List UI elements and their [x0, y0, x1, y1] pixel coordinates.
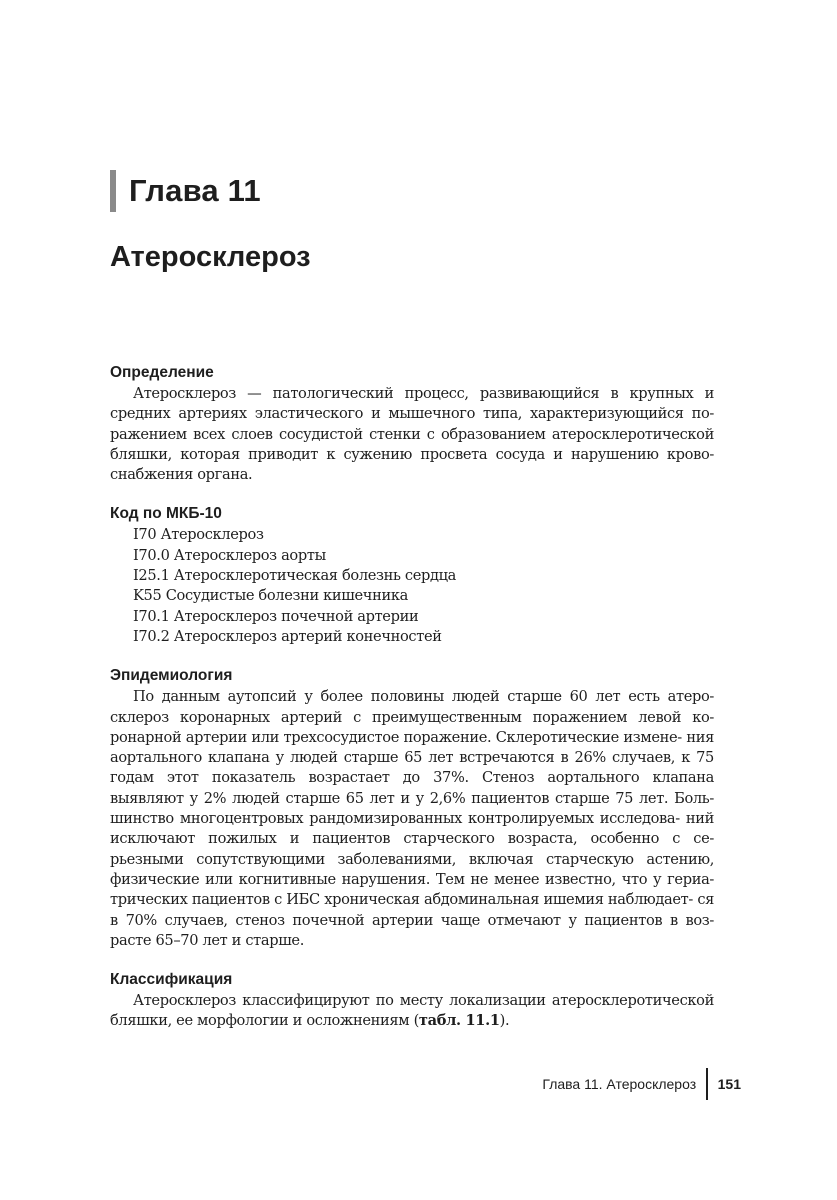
table-reference: табл. 11.1	[418, 1012, 500, 1030]
text-line: и средних артериях эластического и мышечного типа, характеризующийся по-	[110, 385, 714, 423]
text-line: рьезными сопутствующими заболеваниями, включая старческую астению,	[110, 850, 714, 868]
text-line: Атеросклероз — патологический процесс, развивающийся в крупных	[133, 385, 694, 402]
text-line: к 75 годам этот показатель возрастает до 37%. Стеноз аортального клапана	[110, 749, 714, 787]
text-line: выявляют у 2% людей старше 65 лет и у 2,6% пациентов старше 75 лет. Боль-	[110, 789, 714, 807]
section-epidemiology	[110, 665, 714, 951]
chapter-header	[110, 170, 261, 212]
page-number: 151	[717, 1076, 741, 1092]
text-line-end: ).	[499, 1012, 510, 1030]
epidemiology-text	[110, 687, 714, 951]
section-heading: Определение	[110, 364, 214, 381]
text-line: склероз коронарных артерий с преимущественным поражением левой ко-	[110, 708, 714, 726]
text-line: ния аортального клапана у людей старше 65 лет встречаются в 26% случаев,	[110, 728, 714, 767]
icd-code-item: I70.2 Атеросклероз артерий конечностей	[133, 627, 442, 645]
text-line: ся в 70% случаев, стеноз почечной артерии чаще отмечают у пациентов в воз-	[110, 891, 714, 929]
text-line: расте 65–70 лет и старше.	[110, 931, 305, 949]
icd-code-list	[110, 525, 714, 647]
chapter-title: Атеросклероз	[110, 241, 311, 273]
section-definition	[110, 362, 714, 485]
chapter-body	[110, 362, 714, 1032]
section-classification	[110, 969, 714, 1032]
text-line: физические или когнитивные нарушения. Тем не менее известно, что у гериа-	[110, 870, 714, 888]
text-line: ражением всех слоев сосудистой стенки с образованием атеросклеротической	[110, 425, 714, 443]
icd-code-item: I25.1 Атеросклеротическая болезнь сердца	[133, 567, 457, 585]
text-line: шинство многоцентровых рандомизированных контролируемых исследова-	[110, 810, 680, 828]
text-line: ний исключают пожилых и пациентов старческого возраста, особенно с се-	[110, 810, 714, 848]
text-line: По данным аутопсий у более половины людей старше 60 лет есть атеро-	[133, 688, 714, 706]
chapter-label: Глава 11	[129, 173, 261, 208]
icd-code-item: I70.1 Атеросклероз почечной артерии	[133, 607, 419, 625]
text-line: Атеросклероз классифицируют по месту локализации атеросклеротической	[133, 992, 714, 1010]
text-line: бляшки, ее морфологии и осложнениям (	[110, 1012, 419, 1030]
section-heading: Код по МКБ-10	[110, 505, 222, 523]
definition-text	[110, 384, 714, 485]
text-line: бляшки, которая приводит к сужению просвета сосуда и нарушению крово-	[110, 445, 714, 463]
text-line: снабжения органа.	[110, 466, 253, 484]
footer-divider	[706, 1068, 708, 1100]
icd-code-item: K55 Сосудистые болезни кишечника	[133, 587, 408, 605]
icd-code-item: I70 Атеросклероз	[133, 526, 264, 544]
page-footer	[542, 1068, 741, 1100]
section-heading: Эпидемиология	[110, 667, 233, 685]
chapter-marker-bar	[110, 170, 116, 212]
section-heading: Классификация	[110, 971, 233, 989]
running-head: Глава 11. Атеросклероз	[542, 1076, 697, 1092]
icd-code-item: I70.0 Атеросклероз аорты	[133, 546, 326, 564]
text-line: трических пациентов с ИБС хроническая абдоминальная ишемия наблюдает-	[110, 891, 693, 909]
classification-text	[110, 991, 714, 1032]
section-icd	[110, 503, 714, 647]
text-line: ронарной артерии или трехсосудистое поражение. Склеротические измене-	[110, 728, 682, 746]
